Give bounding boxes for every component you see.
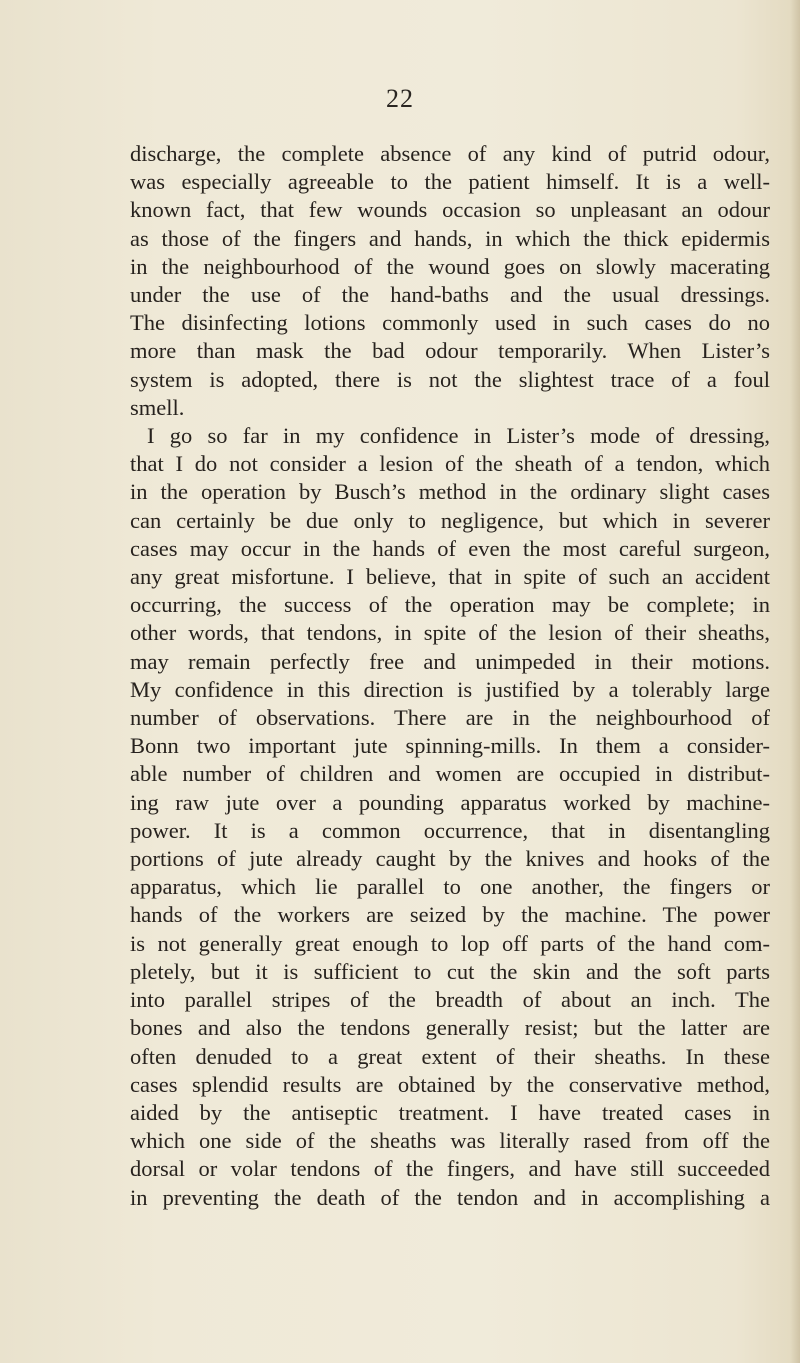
text-line: ing raw jute over a pounding apparatus worked by machine- xyxy=(130,789,770,815)
text-line: as those of the fingers and hands, in which the thick epidermis xyxy=(130,225,770,251)
text-line: discharge, the complete absence of any kind of putrid odour, xyxy=(130,141,770,166)
text-line: that I do not consider a lesion of the sheath of a tendon, which xyxy=(130,451,770,477)
text-line: in the neighbourhood of the wound goes on slowly macerating xyxy=(130,253,770,279)
text-line: often denuded to a great extent of their sheaths. In these xyxy=(130,1043,770,1069)
page-number: 22 xyxy=(386,84,414,113)
text-line: dorsal or volar tendons of the fingers, and have still succeeded xyxy=(130,1156,770,1182)
text-line: can certainly be due only to negligence, but which in severer xyxy=(130,507,770,533)
text-line: which one side of the sheaths was literally rased from off the xyxy=(130,1128,770,1154)
text-line: occurring, the success of the operation may be complete; in xyxy=(130,592,770,618)
body-text xyxy=(130,140,770,1212)
text-line: number of observations. There are in the neighbourhood of xyxy=(130,705,770,731)
paragraph-2 xyxy=(130,422,770,1212)
text-line: into parallel stripes of the breadth of about an inch. The xyxy=(130,987,770,1013)
text-line: portions of jute already caught by the knives and hooks of the xyxy=(130,846,770,872)
text-line: more than mask the bad odour temporarily. When Lister’s xyxy=(130,338,770,364)
text-line: apparatus, which lie parallel to one another, the fingers or xyxy=(130,874,770,900)
text-line: The disinfecting lotions commonly used in such cases do no xyxy=(130,310,770,336)
text-line: able number of children and women are occupied in distribut- xyxy=(130,761,770,787)
text-line: under the use of the hand-baths and the usual dressings. xyxy=(130,282,770,308)
text-line: other words, that tendons, in spite of the lesion of their sheaths, xyxy=(130,620,770,646)
text-line: any great misfortune. I believe, that in spite of such an accident xyxy=(130,564,770,590)
text-line: system is adopted, there is not the slightest trace of a foul xyxy=(130,366,770,392)
text-line: may remain perfectly free and unimpeded in their motions. xyxy=(130,648,770,674)
page-edge-shadow xyxy=(790,0,800,1363)
text-line: is not generally great enough to lop off parts of the hand com- xyxy=(130,930,770,956)
text-line: aided by the antiseptic treatment. I have treated cases in xyxy=(130,1099,770,1125)
text-line: pletely, but it is sufficient to cut the skin and the soft parts xyxy=(130,958,770,984)
text-line: was especially agreeable to the patient himself. It is a well- xyxy=(130,169,770,195)
text-line: hands of the workers are seized by the machine. The power xyxy=(130,902,770,928)
text-line: cases may occur in the hands of even the most careful surgeon, xyxy=(130,535,770,561)
text-line: in the operation by Busch’s method in the ordinary slight cases xyxy=(130,479,770,505)
text-line: My confidence in this direction is justified by a tolerably large xyxy=(130,676,770,702)
text-line: cases splendid results are obtained by the conservative method, xyxy=(130,1071,770,1097)
text-line: in preventing the death of the tendon and in accomplishing a xyxy=(130,1184,770,1210)
text-line: Bonn two important jute spinning-mills. In them a consider- xyxy=(130,733,770,759)
text-line: bones and also the tendons generally resist; but the latter are xyxy=(130,1015,770,1041)
text-line: known fact, that few wounds occasion so unpleasant an odour xyxy=(130,197,770,223)
paragraph-1 xyxy=(130,140,770,422)
text-line: power. It is a common occurrence, that in disentangling xyxy=(130,817,770,843)
text-line: I go so far in my confidence in Lister’s mode of dressing, xyxy=(147,423,770,449)
text-line: smell. xyxy=(130,394,185,420)
